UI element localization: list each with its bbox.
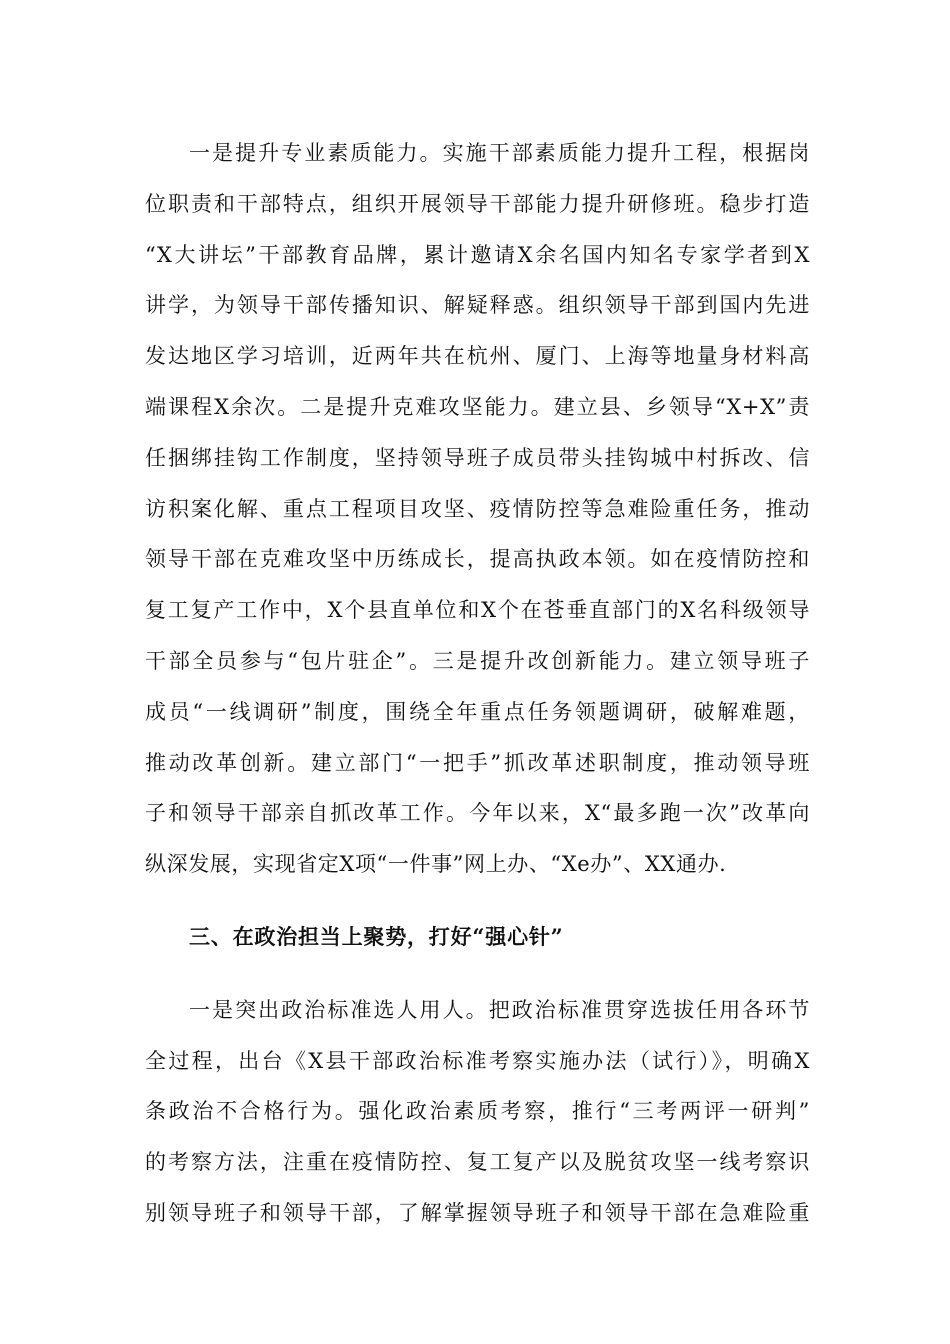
paragraph-line: 推动改革创新。建立部门“一把手”抓改革述职制度，推动领导班 — [145, 750, 810, 775]
paragraph-line: 的考察方法，注重在疫情防控、复工复产以及脱贫攻坚一线考察识 — [145, 1150, 810, 1175]
paragraph-line: 领导干部在克难攻坚中历练成长，提高执政本领。如在疫情防控和 — [145, 547, 810, 572]
paragraph-line: 条政治不合格行为。强化政治素质考察，推行“三考两评一研判” — [145, 1099, 810, 1124]
paragraph-line: 端课程X余次。二是提升克难攻坚能力。建立县、乡领导“X+X”责 — [145, 394, 810, 419]
paragraph-line: 一是提升专业素质能力。实施干部素质能力提升工程，根据岗 — [189, 141, 810, 165]
paragraph-2 — [145, 985, 810, 1239]
paragraph-line: 子和领导干部亲自抓改革工作。今年以来，X“最多跑一次”改革向 — [145, 801, 810, 826]
document-page — [145, 128, 810, 1239]
paragraph-line: 任捆绑挂钩工作制度，坚持领导班子成员带头挂钩城中村拆改、信 — [145, 445, 810, 470]
paragraph-line: 别领导班子和领导干部，了解掌握领导班子和领导干部在急难险重 — [145, 1200, 810, 1225]
paragraph-line: 全过程，出台《X县干部政治标准考察实施办法（试行）》，明确X — [145, 1048, 810, 1073]
paragraph-line: 位职责和干部特点，组织开展领导干部能力提升研修班。稳步打造 — [145, 191, 810, 216]
paragraph-line: 发达地区学习培训，近两年共在杭州、厦门、上海等地量身材料高 — [145, 344, 810, 369]
paragraph-line: 一是突出政治标准选人用人。把政治标准贯穿选拔任用各环节 — [189, 997, 810, 1022]
paragraph-line: 干部全员参与“包片驻企”。三是提升改创新能力。建立领导班子 — [145, 648, 810, 673]
paragraph-line: 复工复产工作中，X个县直单位和X个在苍垂直部门的X名科级领导 — [145, 598, 810, 623]
paragraph-line: 成员“一线调研”制度，围绕全年重点任务领题调研，破解难题， — [145, 699, 810, 724]
section-heading: 三、在政治担当上聚势，打好“强心针” — [189, 923, 564, 949]
paragraph-line: 纵深发展，实现省定X项“一件事”网上办、“Xe办”、XX通办. — [145, 852, 727, 877]
paragraph-1 — [145, 128, 810, 890]
paragraph-line: 讲学，为领导干部传播知识、解疑释惑。组织领导干部到国内先进 — [145, 293, 810, 318]
paragraph-line: 访积案化解、重点工程项目攻坚、疫情防控等急难险重任务，推动 — [145, 496, 810, 521]
paragraph-line: “X大讲坛”干部教育品牌，累计邀请X余名国内知名专家学者到X — [145, 242, 810, 267]
